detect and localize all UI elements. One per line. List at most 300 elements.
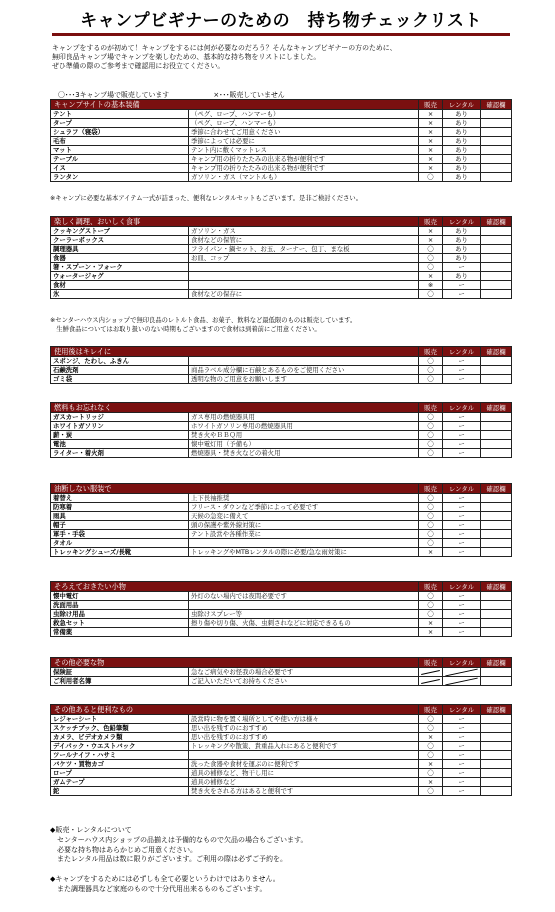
check-box[interactable] [481, 357, 512, 366]
item-name: シュラフ（寝袋） [51, 128, 189, 137]
item-name: 虫除け用品 [51, 610, 189, 619]
section-table [50, 99, 512, 182]
sale-mark: × [419, 778, 443, 787]
item-name: ゴミ袋 [51, 375, 189, 384]
checklist-row [51, 742, 512, 751]
check-box[interactable] [481, 164, 512, 173]
rental-mark: ー [443, 281, 481, 290]
item-name: ウォータージャグ [51, 272, 189, 281]
sale-mark: 〇 [419, 724, 443, 733]
checklist-row [51, 512, 512, 521]
header-check: 確認欄 [481, 582, 512, 592]
item-name: 保険証 [51, 668, 189, 677]
check-box[interactable] [481, 724, 512, 733]
rental-mark: ー [443, 610, 481, 619]
check-box[interactable] [481, 668, 512, 677]
checklist-row [51, 494, 512, 503]
item-name: 食材 [51, 281, 189, 290]
item-note: 食材などの保管に [189, 236, 419, 245]
sale-mark: × [419, 272, 443, 281]
sale-mark: 〇 [419, 751, 443, 760]
item-note: 燃焼器具・焚き火などの着火用 [189, 449, 419, 458]
item-note [189, 272, 419, 281]
checklist-row [51, 431, 512, 440]
check-box[interactable] [481, 263, 512, 272]
header-check: 確認欄 [481, 403, 512, 413]
check-box[interactable] [481, 601, 512, 610]
check-box[interactable] [481, 366, 512, 375]
item-name: 毛布 [51, 137, 189, 146]
item-name: ランタン [51, 173, 189, 182]
sale-mark: ※ [419, 281, 443, 290]
bottom-notes [50, 826, 307, 895]
item-note: 上下長袖推奨 [189, 494, 419, 503]
item-note: トレッキングや散策、貴重品入れにあると便利です [189, 742, 419, 751]
checklist-row [51, 530, 512, 539]
item-note: 食材などの保存に [189, 290, 419, 299]
check-box[interactable] [481, 539, 512, 548]
item-note: ガソリン・ガス（マントルも） [189, 173, 419, 182]
rental-mark: ー [443, 769, 481, 778]
sale-mark: 〇 [419, 601, 443, 610]
sale-mark: 〇 [419, 413, 443, 422]
item-name: ホワイトガソリン [51, 422, 189, 431]
checklist-row [51, 778, 512, 787]
check-box[interactable] [481, 449, 512, 458]
sale-mark: × [419, 164, 443, 173]
item-name: 救急セット [51, 619, 189, 628]
rental-mark: ー [443, 413, 481, 422]
check-box[interactable] [481, 110, 512, 119]
item-note: ガソリン・ガス [189, 227, 419, 236]
check-box[interactable] [481, 272, 512, 281]
item-name: 着替え [51, 494, 189, 503]
rental-mark: ー [443, 431, 481, 440]
sale-mark: × [419, 628, 443, 637]
item-name: デイパック・ウエストバック [51, 742, 189, 751]
sale-mark: 〇 [419, 375, 443, 384]
header-sale: 販売 [419, 403, 443, 413]
sale-mark: 〇 [419, 431, 443, 440]
checklist-row [51, 357, 512, 366]
bottom-note-line: また調理器具など家庭のもので十分代用出来るものもございます。 [50, 884, 267, 893]
item-note: 思い出を残すのにおすすめ [189, 724, 419, 733]
rental-mark [443, 668, 481, 677]
header-check: 確認欄 [481, 658, 512, 668]
item-name: レジャーシート [51, 715, 189, 724]
item-name: ガムテープ [51, 778, 189, 787]
sale-mark: 〇 [419, 521, 443, 530]
checklist-row [51, 173, 512, 182]
check-box[interactable] [481, 236, 512, 245]
check-box[interactable] [481, 733, 512, 742]
check-box[interactable] [481, 227, 512, 236]
rental-mark: ー [443, 512, 481, 521]
item-note: ホワイトガソリン専用の燃焼器具用 [189, 422, 419, 431]
rental-mark: ー [443, 548, 481, 557]
section-table [50, 657, 512, 686]
section-title: その他必要な物 [51, 658, 419, 668]
checklist-row [51, 164, 512, 173]
check-box[interactable] [481, 494, 512, 503]
check-box[interactable] [481, 521, 512, 530]
item-name: テーブル [51, 155, 189, 164]
rental-mark: ー [443, 521, 481, 530]
sale-mark: 〇 [419, 742, 443, 751]
item-name: テント [51, 110, 189, 119]
rental-mark: あり [443, 173, 481, 182]
sale-mark [419, 677, 443, 686]
section-title: キャンプサイトの基本装備 [51, 100, 419, 110]
check-box[interactable] [481, 592, 512, 601]
header-sale: 販売 [419, 582, 443, 592]
item-note [189, 539, 419, 548]
item-name: 箸・スプーン・フォーク [51, 263, 189, 272]
item-note: 焚き火をされる方はあると便利です [189, 787, 419, 796]
rental-mark: あり [443, 254, 481, 263]
section-table [50, 581, 512, 637]
item-note: フリース・ダウンなど季節によって必要です [189, 503, 419, 512]
section-title: 楽しく調理、おいしく食事 [51, 217, 419, 227]
header-rental: レンタル [443, 403, 481, 413]
checklist-row [51, 119, 512, 128]
item-name: 調理器具 [51, 245, 189, 254]
header-sale: 販売 [419, 484, 443, 494]
bottom-note-line [50, 865, 307, 875]
item-note: 道具の補修など、物干し用に [189, 769, 419, 778]
rental-mark: ー [443, 715, 481, 724]
sale-mark: × [419, 548, 443, 557]
checklist-row [51, 610, 512, 619]
item-note: （ペグ、ロープ、ハンマーも） [189, 119, 419, 128]
rental-mark: ー [443, 422, 481, 431]
rental-mark: あり [443, 227, 481, 236]
sale-mark: 〇 [419, 422, 443, 431]
checklist-row [51, 751, 512, 760]
item-name: タープ [51, 119, 189, 128]
item-name: スポンジ、たわし、ふきん [51, 357, 189, 366]
item-name: 氷 [51, 290, 189, 299]
section-title: 油断しない服装で [51, 484, 419, 494]
item-note: （ペグ、ロープ、ハンマーも） [189, 110, 419, 119]
sale-mark: 〇 [419, 592, 443, 601]
intro-line: 無印良品キャンプ場でキャンプを楽しむための、基本的な持ち物をリストにしました。 [52, 53, 321, 62]
checklist-row [51, 375, 512, 384]
rental-mark: あり [443, 245, 481, 254]
check-box[interactable] [481, 610, 512, 619]
check-box[interactable] [481, 677, 512, 686]
item-name: 常備薬 [51, 628, 189, 637]
header-sale: 販売 [419, 658, 443, 668]
rental-mark: あり [443, 164, 481, 173]
check-box[interactable] [481, 530, 512, 539]
sale-mark: × [419, 119, 443, 128]
check-box[interactable] [481, 760, 512, 769]
item-name: スケッチブック、色鉛筆類 [51, 724, 189, 733]
sale-mark: 〇 [419, 290, 443, 299]
check-box[interactable] [481, 769, 512, 778]
checklist-row [51, 503, 512, 512]
rental-mark: ー [443, 440, 481, 449]
sale-mark: 〇 [419, 440, 443, 449]
item-note: 懐中電灯用（予備も） [189, 440, 419, 449]
item-name: クッキングストーブ [51, 227, 189, 236]
rental-mark: ー [443, 263, 481, 272]
check-box[interactable] [481, 431, 512, 440]
checklist-row [51, 137, 512, 146]
item-note [189, 281, 419, 290]
sale-mark: 〇 [419, 503, 443, 512]
header-sale: 販売 [419, 705, 443, 715]
rental-mark: ー [443, 366, 481, 375]
section-table [50, 483, 512, 557]
check-box[interactable] [481, 751, 512, 760]
item-note: お皿、コップ [189, 254, 419, 263]
sale-mark: 〇 [419, 715, 443, 724]
checklist-row [51, 290, 512, 299]
item-note: ご記入いただいてお持ちください [189, 677, 419, 686]
item-note: 道具の補修など [189, 778, 419, 787]
checklist-row [51, 110, 512, 119]
check-box[interactable] [481, 173, 512, 182]
checklist-row [51, 548, 512, 557]
section-footnote: ※キャンプに必要な基本アイテム一式が詰まった、便利なレンタルセットもございます。是非ご検討ください。 [50, 195, 363, 202]
item-note: ガス専用の燃焼器具用 [189, 413, 419, 422]
checklist-row [51, 724, 512, 733]
checklist-row [51, 715, 512, 724]
item-note [189, 751, 419, 760]
item-note: 透明な物のご用意をお願いします [189, 375, 419, 384]
item-name: ロープ [51, 769, 189, 778]
rental-mark: ー [443, 503, 481, 512]
sale-mark: 〇 [419, 512, 443, 521]
rental-mark: あり [443, 155, 481, 164]
sale-mark: 〇 [419, 245, 443, 254]
sale-mark: 〇 [419, 530, 443, 539]
sale-mark: × [419, 760, 443, 769]
bottom-note-line: 必要な持ち物はあらかじめご用意ください。 [50, 845, 197, 854]
check-box[interactable] [481, 281, 512, 290]
check-box[interactable] [481, 128, 512, 137]
item-note: テント内に敷くマットレス [189, 146, 419, 155]
rental-mark: ー [443, 787, 481, 796]
item-note: 外灯のない場内では夜間必要です [189, 592, 419, 601]
rental-mark: あり [443, 146, 481, 155]
header-rental: レンタル [443, 347, 481, 357]
item-name: ガスカートリッジ [51, 413, 189, 422]
check-box[interactable] [481, 787, 512, 796]
sale-mark: × [419, 733, 443, 742]
sale-mark [419, 668, 443, 677]
rental-mark: あり [443, 272, 481, 281]
item-note: フライパン・鍋セット、お玉、ターナー、包丁、まな板 [189, 245, 419, 254]
checklist-row [51, 787, 512, 796]
check-box[interactable] [481, 715, 512, 724]
sale-mark: 〇 [419, 366, 443, 375]
check-box[interactable] [481, 778, 512, 787]
item-name: 軍手・手袋 [51, 530, 189, 539]
checklist-row [51, 449, 512, 458]
check-box[interactable] [481, 422, 512, 431]
item-note: テント設営や各種作業に [189, 530, 419, 539]
sale-mark: 〇 [419, 494, 443, 503]
header-sale: 販売 [419, 100, 443, 110]
item-note: 急なご病気やお怪我の場合必要です [189, 668, 419, 677]
check-box[interactable] [481, 440, 512, 449]
rental-mark: あり [443, 128, 481, 137]
section-table [50, 402, 512, 458]
header-check: 確認欄 [481, 217, 512, 227]
checklist-row [51, 760, 512, 769]
checklist-row [51, 521, 512, 530]
rental-mark: ー [443, 592, 481, 601]
rental-mark: ー [443, 760, 481, 769]
checklist-row [51, 422, 512, 431]
item-name: カメラ、ビデオカメラ類 [51, 733, 189, 742]
header-check: 確認欄 [481, 347, 512, 357]
item-name: 食器 [51, 254, 189, 263]
sale-mark: × [419, 236, 443, 245]
item-name: ご利用者名簿 [51, 677, 189, 686]
section-title: 使用後はキレイに [51, 347, 419, 357]
check-box[interactable] [481, 146, 512, 155]
check-box[interactable] [481, 512, 512, 521]
item-note: 虫除けスプレー等 [189, 610, 419, 619]
sale-mark: 〇 [419, 254, 443, 263]
check-box[interactable] [481, 119, 512, 128]
sale-mark: 〇 [419, 787, 443, 796]
item-note [189, 628, 419, 637]
section-table [50, 216, 512, 299]
bottom-note-line: ◆キャンプをするためには必ずしも全て必要というわけではありません。 [50, 874, 280, 883]
checklist-row [51, 227, 512, 236]
rental-mark: ー [443, 449, 481, 458]
section-footnote: 生鮮食品についてはお取り扱いのない時期もございますので食材は到着前にご用意ください。 [50, 326, 321, 333]
rental-mark: あり [443, 137, 481, 146]
item-note: 洗った食器や食材を運ぶのに便利です [189, 760, 419, 769]
rental-mark: ー [443, 733, 481, 742]
header-rental: レンタル [443, 705, 481, 715]
legend [58, 89, 327, 99]
bottom-note-line: センターハウス内ショップの品揃えは予備的なもので欠品の場合もございます。 [50, 835, 308, 844]
item-note: 頭の保護や紫外線対策に [189, 521, 419, 530]
sale-mark: 〇 [419, 263, 443, 272]
header-rental: レンタル [443, 217, 481, 227]
checklist-row [51, 440, 512, 449]
checklist-row [51, 628, 512, 637]
rental-mark: あり [443, 236, 481, 245]
item-name: 薪・炭 [51, 431, 189, 440]
rental-mark: ー [443, 290, 481, 299]
sale-mark: 〇 [419, 173, 443, 182]
legend-not-sold: ×･･･販売していません [213, 91, 285, 99]
item-name: クーラーボックス [51, 236, 189, 245]
sale-mark: × [419, 619, 443, 628]
section-title: そろえておきたい小物 [51, 582, 419, 592]
intro-line: ぜひ準備の際のご参考まで確認用にお役立てください。 [52, 62, 225, 71]
item-note: 焚き火やＢＢＱ用 [189, 431, 419, 440]
check-box[interactable] [481, 548, 512, 557]
header-check: 確認欄 [481, 100, 512, 110]
check-box[interactable] [481, 413, 512, 422]
item-name: バケツ・買物カゴ [51, 760, 189, 769]
item-name: タオル [51, 539, 189, 548]
sale-mark: 〇 [419, 610, 443, 619]
item-name: 帽子 [51, 521, 189, 530]
check-box[interactable] [481, 254, 512, 263]
item-note: 天候の急変に備えて [189, 512, 419, 521]
sale-mark: × [419, 128, 443, 137]
check-box[interactable] [481, 137, 512, 146]
page-title: キャンプビギナーのための 持ち物チェックリスト [52, 8, 510, 36]
item-note: 商品ラベル成分欄に石鹸とあるものをご使用ください [189, 366, 419, 375]
rental-mark: ー [443, 601, 481, 610]
rental-mark: ー [443, 530, 481, 539]
item-note: キャンプ用の折りたたみの出来る物が便利です [189, 155, 419, 164]
item-name: ツールナイフ・ハサミ [51, 751, 189, 760]
legend-sold: 〇･･･3キャンプ場で販売しています [58, 91, 170, 99]
header-rental: レンタル [443, 484, 481, 494]
section-table [50, 704, 512, 796]
item-name: イス [51, 164, 189, 173]
section-table [50, 346, 512, 384]
rental-mark [443, 677, 481, 686]
item-note: 季節に合わせてご用意ください [189, 128, 419, 137]
rental-mark: ー [443, 375, 481, 384]
item-note: トレッキングやMTBレンタルの際に必要/急な雨対策に [189, 548, 419, 557]
checklist-row [51, 263, 512, 272]
checklist-row [51, 155, 512, 164]
sale-mark: × [419, 146, 443, 155]
rental-mark: あり [443, 110, 481, 119]
header-check: 確認欄 [481, 484, 512, 494]
check-box[interactable] [481, 375, 512, 384]
checklist-row [51, 146, 512, 155]
item-note: キャンプ用の折りたたみの出来る物が便利です [189, 164, 419, 173]
item-name: マット [51, 146, 189, 155]
item-note: 擦り傷や切り傷、火傷、虫刺されなどに対応できるもの [189, 619, 419, 628]
rental-mark: ー [443, 628, 481, 637]
rental-mark: ー [443, 357, 481, 366]
check-box[interactable] [481, 290, 512, 299]
item-name: 鉈 [51, 787, 189, 796]
intro-line: キャンプをするのが初めて！キャンプをするには何が必要なのだろう？そんなキャンプビギナーの方のために、 [52, 44, 397, 52]
header-rental: レンタル [443, 582, 481, 592]
sale-mark: × [419, 155, 443, 164]
bottom-note-line: ◆販売・レンタルについて [50, 826, 132, 834]
check-box[interactable] [481, 742, 512, 751]
item-note [189, 601, 419, 610]
check-box[interactable] [481, 155, 512, 164]
check-box[interactable] [481, 245, 512, 254]
check-box[interactable] [481, 503, 512, 512]
item-name: 懐中電灯 [51, 592, 189, 601]
check-box[interactable] [481, 628, 512, 637]
header-rental: レンタル [443, 100, 481, 110]
rental-mark: ー [443, 751, 481, 760]
item-note [189, 263, 419, 272]
checklist-row [51, 539, 512, 548]
item-note [189, 357, 419, 366]
checklist-row [51, 769, 512, 778]
check-box[interactable] [481, 619, 512, 628]
sale-mark: × [419, 227, 443, 236]
sale-mark: × [419, 137, 443, 146]
checklist-row [51, 272, 512, 281]
checklist-row [51, 668, 512, 677]
item-name: 電池 [51, 440, 189, 449]
rental-mark: ー [443, 778, 481, 787]
